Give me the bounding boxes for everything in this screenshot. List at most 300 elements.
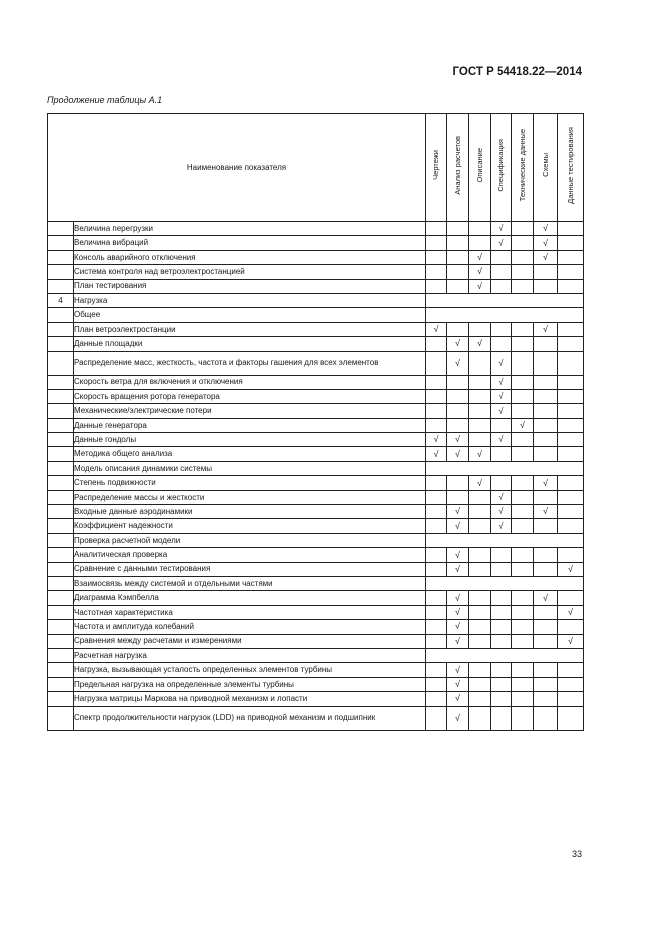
check-mark-icon: √	[455, 635, 460, 646]
check-cell	[426, 447, 447, 461]
check-mark-icon: √	[543, 592, 548, 603]
check-cell	[469, 322, 491, 336]
row-number-cell	[48, 337, 74, 351]
row-name-cell: Входные данные аэродинамики	[74, 505, 426, 519]
check-cell	[491, 351, 512, 375]
row-name-cell: Сравнения между расчетами и измерениями	[74, 634, 426, 648]
row-number-cell	[48, 404, 74, 418]
table-row	[48, 476, 584, 490]
check-mark-icon: √	[543, 237, 548, 248]
row-name-cell: Диаграмма Кэмпбелла	[74, 591, 426, 605]
check-cell	[491, 490, 512, 504]
check-cell	[491, 404, 512, 418]
check-cell	[491, 605, 512, 619]
check-mark-icon: √	[455, 679, 460, 690]
check-cell	[534, 692, 558, 706]
header-col-label: Спецификация	[496, 138, 506, 192]
check-cell	[469, 222, 491, 236]
row-name-cell: Величина вибраций	[74, 236, 426, 250]
row-name-cell: Данные гондолы	[74, 433, 426, 447]
table-section-row	[48, 576, 584, 590]
row-name-cell: Данные генератора	[74, 418, 426, 432]
check-mark-icon: √	[455, 434, 460, 445]
check-cell	[534, 677, 558, 691]
row-number-cell	[48, 322, 74, 336]
table-row	[48, 505, 584, 519]
check-cell	[491, 591, 512, 605]
check-cell	[447, 322, 469, 336]
check-mark-icon: √	[498, 357, 504, 368]
check-cell	[426, 620, 447, 634]
check-cell	[447, 692, 469, 706]
header-col-label: Чертежи	[431, 150, 441, 181]
check-mark-icon: √	[455, 712, 460, 723]
table-section-row	[48, 533, 584, 547]
check-cell	[558, 337, 584, 351]
check-mark-icon: √	[543, 252, 548, 263]
row-number-cell	[48, 605, 74, 619]
row-number-cell	[48, 533, 74, 547]
header-col-label: Анализ расчетов	[452, 135, 462, 195]
row-name-cell: Механические/электрические потери	[74, 404, 426, 418]
row-name-cell: Консоль аварийного отключения	[74, 250, 426, 264]
check-cell	[491, 222, 512, 236]
check-cell	[447, 490, 469, 504]
check-cell	[558, 418, 584, 432]
row-name-cell: Сравнение с данными тестирования	[74, 562, 426, 576]
check-mark-icon: √	[455, 549, 460, 560]
check-mark-icon: √	[455, 338, 460, 349]
header-col-specification	[491, 114, 512, 222]
check-cell	[447, 265, 469, 279]
table-row	[48, 279, 584, 293]
check-cell	[534, 418, 558, 432]
check-cell	[469, 663, 491, 677]
check-cell	[426, 389, 447, 403]
check-mark-icon: √	[477, 252, 482, 263]
row-number-cell	[48, 634, 74, 648]
check-cell	[426, 375, 447, 389]
row-name-cell: Спектр продолжительности нагрузок (LDD) на приводной механизм и подшипник	[74, 706, 426, 730]
check-cell	[426, 322, 447, 336]
check-cell	[447, 562, 469, 576]
table-row	[48, 418, 584, 432]
check-cell	[426, 351, 447, 375]
check-cell	[469, 476, 491, 490]
row-number-cell	[48, 351, 74, 375]
check-cell	[512, 692, 534, 706]
check-cell	[534, 265, 558, 279]
row-number-cell	[48, 265, 74, 279]
check-cell	[447, 250, 469, 264]
table-row	[48, 322, 584, 336]
header-name-label: Наименование показателя	[186, 162, 287, 172]
check-cell	[512, 447, 534, 461]
check-cell	[469, 236, 491, 250]
check-cell	[512, 505, 534, 519]
check-cell	[469, 706, 491, 730]
row-name-cell: Нагрузка матрицы Маркова на приводной механизм и лопасти	[74, 692, 426, 706]
check-cell	[512, 490, 534, 504]
table-row	[48, 433, 584, 447]
check-mark-icon: √	[498, 520, 504, 531]
row-number-cell	[48, 591, 74, 605]
check-cell	[491, 620, 512, 634]
check-mark-icon: √	[543, 223, 548, 234]
check-cell	[469, 634, 491, 648]
check-mark-icon: √	[433, 448, 439, 459]
table-row	[48, 375, 584, 389]
check-cell	[447, 222, 469, 236]
check-cell	[558, 706, 584, 730]
check-cell	[491, 418, 512, 432]
row-number-cell	[48, 505, 74, 519]
check-cell	[558, 505, 584, 519]
row-name-cell: Распределение масс, жесткость, частота и факторы гашения для всех элементов	[74, 351, 426, 375]
check-cell	[558, 548, 584, 562]
row-name-cell: Общее	[74, 308, 426, 322]
check-mark-icon: √	[498, 223, 504, 234]
row-number-cell	[48, 375, 74, 389]
check-cell	[469, 389, 491, 403]
check-cell	[469, 418, 491, 432]
row-name-cell: План ветроэлектростанции	[74, 322, 426, 336]
table-row	[48, 265, 584, 279]
header-col-label: Технические данные	[517, 129, 527, 202]
check-cell	[558, 236, 584, 250]
check-cell	[534, 433, 558, 447]
check-cell	[491, 677, 512, 691]
header-col-calc-analysis	[447, 114, 469, 222]
check-mark-icon: √	[455, 607, 460, 618]
check-mark-icon: √	[498, 391, 504, 402]
check-cell	[426, 548, 447, 562]
check-cell	[491, 476, 512, 490]
check-cell	[512, 351, 534, 375]
check-cell	[558, 677, 584, 691]
check-mark-icon: √	[455, 520, 460, 531]
check-cell	[491, 692, 512, 706]
check-cell	[512, 433, 534, 447]
row-number-cell	[48, 562, 74, 576]
check-cell	[512, 389, 534, 403]
check-cell	[491, 548, 512, 562]
check-cell	[447, 236, 469, 250]
check-cell	[558, 490, 584, 504]
check-cell	[534, 562, 558, 576]
table-row	[48, 490, 584, 504]
row-number-cell	[48, 222, 74, 236]
check-mark-icon: √	[498, 237, 504, 248]
check-cell	[447, 433, 469, 447]
check-cell	[558, 605, 584, 619]
check-cell	[447, 519, 469, 533]
check-cell	[469, 375, 491, 389]
check-cell	[469, 351, 491, 375]
check-cell	[447, 591, 469, 605]
check-cell	[534, 591, 558, 605]
check-cell	[447, 706, 469, 730]
table-body	[48, 222, 584, 731]
section-empty-cell	[426, 576, 584, 590]
check-cell	[558, 322, 584, 336]
check-cell	[469, 620, 491, 634]
row-name-cell: Нагрузка, вызывающая усталость определенных элементов турбины	[74, 663, 426, 677]
row-name-cell: Величина перегрузки	[74, 222, 426, 236]
check-cell	[447, 279, 469, 293]
check-cell	[491, 322, 512, 336]
check-cell	[534, 447, 558, 461]
check-cell	[469, 404, 491, 418]
header-col-label: Описание	[474, 147, 484, 183]
check-cell	[512, 519, 534, 533]
check-cell	[491, 505, 512, 519]
row-name-cell: Методика общего анализа	[74, 447, 426, 461]
check-cell	[491, 519, 512, 533]
check-cell	[512, 591, 534, 605]
check-cell	[447, 663, 469, 677]
row-number-cell: 4	[48, 293, 74, 307]
check-cell	[447, 476, 469, 490]
check-cell	[512, 236, 534, 250]
check-cell	[426, 279, 447, 293]
check-mark-icon: √	[455, 506, 460, 517]
check-cell	[491, 447, 512, 461]
check-cell	[512, 265, 534, 279]
check-mark-icon: √	[455, 592, 460, 603]
check-mark-icon: √	[498, 376, 504, 387]
check-cell	[469, 605, 491, 619]
check-cell	[534, 519, 558, 533]
check-cell	[534, 404, 558, 418]
check-cell	[426, 433, 447, 447]
check-cell	[426, 634, 447, 648]
row-number-cell	[48, 418, 74, 432]
row-name-cell: Аналитическая проверка	[74, 548, 426, 562]
check-cell	[534, 476, 558, 490]
check-cell	[426, 591, 447, 605]
header-col-label: Данные тестирования	[565, 126, 575, 204]
section-empty-cell	[426, 533, 584, 547]
check-cell	[469, 562, 491, 576]
check-mark-icon: √	[455, 563, 460, 574]
section-empty-cell	[426, 648, 584, 662]
check-cell	[534, 505, 558, 519]
table-row	[48, 692, 584, 706]
check-cell	[534, 351, 558, 375]
check-cell	[426, 490, 447, 504]
check-cell	[534, 222, 558, 236]
check-cell	[558, 375, 584, 389]
row-number-cell	[48, 236, 74, 250]
check-cell	[534, 322, 558, 336]
check-mark-icon: √	[568, 607, 573, 618]
check-cell	[426, 605, 447, 619]
check-mark-icon: √	[543, 506, 548, 517]
row-name-cell: Степень подвижности	[74, 476, 426, 490]
row-number-cell	[48, 461, 74, 475]
check-mark-icon: √	[498, 491, 504, 502]
table-row	[48, 447, 584, 461]
check-cell	[558, 476, 584, 490]
table-row	[48, 620, 584, 634]
check-cell	[447, 351, 469, 375]
table-row	[48, 634, 584, 648]
check-cell	[469, 279, 491, 293]
table-row	[48, 548, 584, 562]
check-cell	[512, 375, 534, 389]
check-cell	[469, 447, 491, 461]
check-cell	[534, 663, 558, 677]
row-name-cell: Расчетная нагрузка	[74, 648, 426, 662]
row-number-cell	[48, 620, 74, 634]
section-empty-cell	[426, 293, 584, 307]
check-cell	[469, 250, 491, 264]
table-row	[48, 706, 584, 730]
row-name-cell: Коэффициент надежности	[74, 519, 426, 533]
check-cell	[534, 605, 558, 619]
row-number-cell	[48, 648, 74, 662]
check-cell	[426, 418, 447, 432]
row-name-cell: Система контроля над ветроэлектростанцией	[74, 265, 426, 279]
header-col-schemes	[534, 114, 558, 222]
check-cell	[469, 677, 491, 691]
table-row	[48, 337, 584, 351]
check-cell	[426, 250, 447, 264]
check-mark-icon: √	[455, 664, 460, 675]
check-cell	[469, 490, 491, 504]
header-col-test-data	[558, 114, 584, 222]
check-cell	[447, 404, 469, 418]
check-cell	[558, 634, 584, 648]
check-cell	[447, 620, 469, 634]
check-cell	[491, 375, 512, 389]
row-number-cell	[48, 279, 74, 293]
check-cell	[558, 279, 584, 293]
table-row	[48, 222, 584, 236]
check-mark-icon: √	[520, 419, 525, 430]
section-empty-cell	[426, 308, 584, 322]
check-cell	[512, 548, 534, 562]
check-mark-icon: √	[477, 477, 482, 488]
table-row	[48, 562, 584, 576]
check-mark-icon: √	[455, 357, 460, 368]
header-col-label: Схемы	[540, 153, 550, 178]
table-section-row	[48, 648, 584, 662]
page-number: 33	[571, 849, 582, 859]
table-caption: Продолжение таблицы А.1	[47, 95, 163, 105]
row-name-cell: Предельная нагрузка на определенные элементы турбины	[74, 677, 426, 691]
header-col-description	[469, 114, 491, 222]
check-cell	[512, 605, 534, 619]
check-cell	[426, 337, 447, 351]
row-number-cell	[48, 576, 74, 590]
table-row	[48, 663, 584, 677]
check-cell	[447, 447, 469, 461]
check-cell	[558, 433, 584, 447]
check-mark-icon: √	[543, 477, 548, 488]
check-cell	[426, 519, 447, 533]
row-number-cell	[48, 706, 74, 730]
check-cell	[469, 591, 491, 605]
check-cell	[426, 265, 447, 279]
check-cell	[558, 519, 584, 533]
check-cell	[512, 476, 534, 490]
check-cell	[469, 505, 491, 519]
check-cell	[558, 222, 584, 236]
check-cell	[512, 418, 534, 432]
row-name-cell: Проверка расчетной модели	[74, 533, 426, 547]
row-name-cell: Данные площадки	[74, 337, 426, 351]
check-cell	[426, 222, 447, 236]
check-cell	[558, 663, 584, 677]
row-number-cell	[48, 447, 74, 461]
row-name-cell: Скорость ветра для включения и отключения	[74, 375, 426, 389]
document-code: ГОСТ Р 54418.22—2014	[452, 66, 582, 78]
table-row	[48, 677, 584, 691]
check-cell	[426, 677, 447, 691]
table-row	[48, 404, 584, 418]
check-mark-icon: √	[455, 621, 460, 632]
check-cell	[447, 677, 469, 691]
check-cell	[447, 505, 469, 519]
check-cell	[491, 265, 512, 279]
row-name-cell: Частота и амплитуда колебаний	[74, 620, 426, 634]
table-row	[48, 591, 584, 605]
check-cell	[534, 706, 558, 730]
row-number-cell	[48, 548, 74, 562]
check-cell	[447, 548, 469, 562]
row-number-cell	[48, 433, 74, 447]
check-cell	[447, 418, 469, 432]
check-cell	[512, 250, 534, 264]
check-cell	[534, 389, 558, 403]
check-cell	[447, 375, 469, 389]
check-cell	[512, 620, 534, 634]
check-mark-icon: √	[568, 635, 573, 646]
check-cell	[558, 404, 584, 418]
row-name-cell: Распределение массы и жесткости	[74, 490, 426, 504]
check-cell	[512, 677, 534, 691]
check-cell	[512, 337, 534, 351]
check-cell	[534, 634, 558, 648]
check-cell	[426, 404, 447, 418]
check-mark-icon: √	[477, 338, 482, 349]
section-empty-cell	[426, 461, 584, 475]
check-cell	[534, 337, 558, 351]
check-cell	[512, 634, 534, 648]
check-cell	[512, 279, 534, 293]
row-name-cell: Нагрузка	[74, 293, 426, 307]
check-cell	[447, 634, 469, 648]
check-cell	[491, 634, 512, 648]
table-section-row	[48, 293, 584, 307]
row-number-cell	[48, 692, 74, 706]
check-cell	[534, 236, 558, 250]
check-cell	[512, 562, 534, 576]
check-mark-icon: √	[455, 693, 460, 704]
check-cell	[426, 562, 447, 576]
check-cell	[491, 562, 512, 576]
check-cell	[512, 663, 534, 677]
row-name-cell: Частотная характеристика	[74, 605, 426, 619]
check-cell	[491, 279, 512, 293]
check-cell	[534, 250, 558, 264]
table-row	[48, 389, 584, 403]
check-cell	[426, 692, 447, 706]
check-cell	[558, 692, 584, 706]
check-cell	[491, 250, 512, 264]
